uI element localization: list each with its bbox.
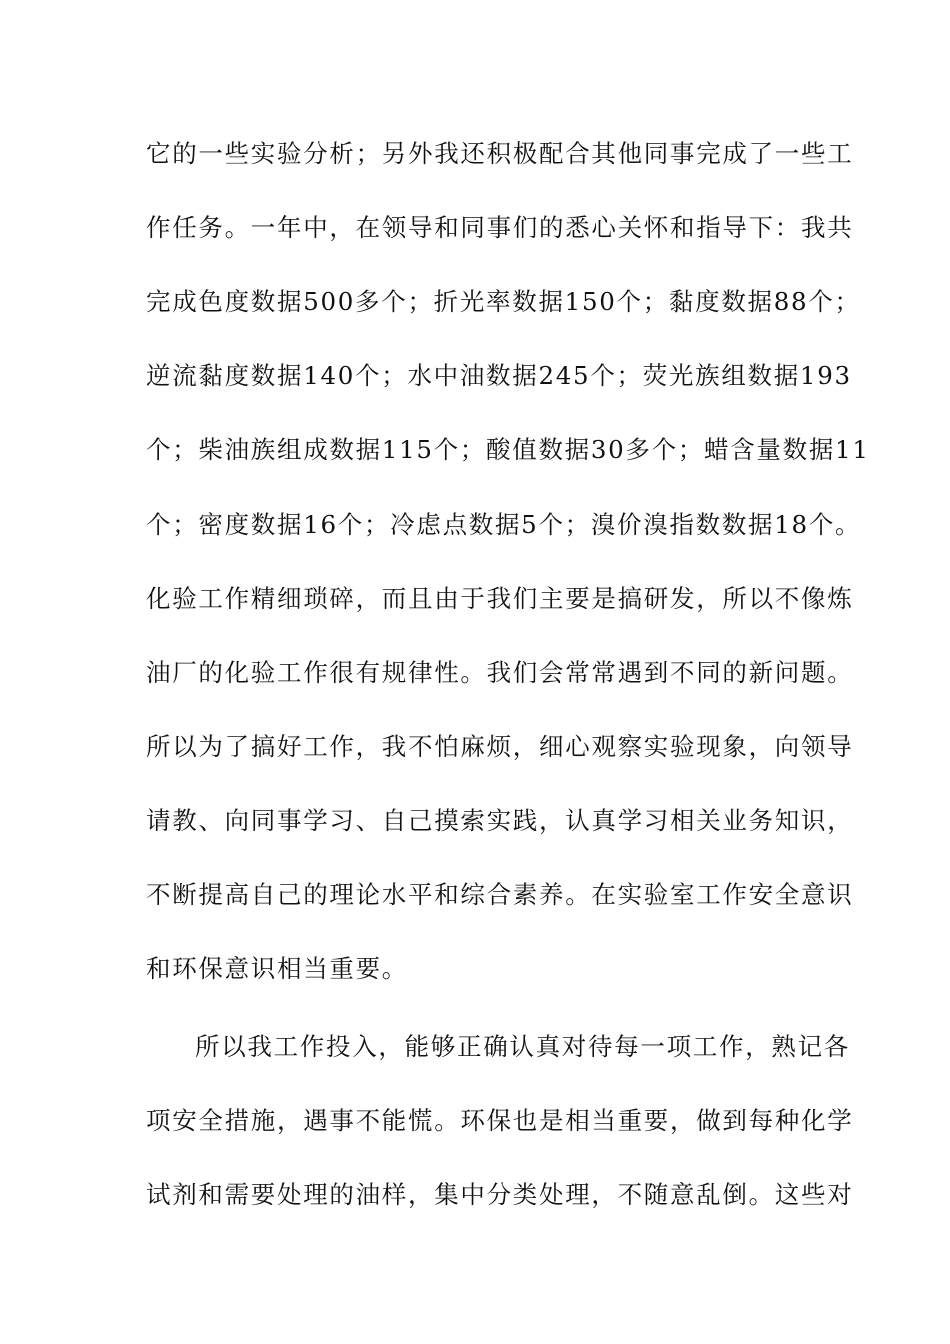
text-line: 和环保意识相当重要。: [146, 954, 408, 983]
text-line: 逆流黏度数据140个；水中油数据245个；荧光族组数据193: [146, 361, 852, 390]
text-line: 完成色度数据500多个；折光率数据150个；黏度数据88个；: [146, 287, 861, 316]
text-line: 所以我工作投入，能够正确认真对待每一项工作，熟记各: [195, 1032, 850, 1061]
text-line: 请教、向同事学习、自己摸索实践，认真学习相关业务知识，: [146, 806, 854, 835]
text-line: 化验工作精细琐碎，而且由于我们主要是搞研发，所以不像炼: [146, 584, 854, 613]
text-line: 所以为了搞好工作，我不怕麻烦，细心观察实验现象，向领导: [146, 732, 854, 761]
text-line: 试剂和需要处理的油样，集中分类处理，不随意乱倒。这些对: [146, 1180, 854, 1209]
text-line: 作任务。一年中，在领导和同事们的悉心关怀和指导下：我共: [146, 213, 854, 242]
text-line: 个；密度数据16个；冷虑点数据5个；溴价溴指数数据18个。: [146, 510, 862, 539]
text-line: 油厂的化验工作很有规律性。我们会常常遇到不同的新问题。: [146, 658, 854, 687]
text-line: 个；柴油族组成数据115个；酸值数据30多个；蜡含量数据11: [146, 435, 870, 464]
text-line: 项安全措施，遇事不能慌。环保也是相当重要，做到每种化学: [146, 1106, 854, 1135]
text-line: 不断提高自己的理论水平和综合素养。在实验室工作安全意识: [146, 880, 854, 909]
text-line: 它的一些实验分析；另外我还积极配合其他同事完成了一些工: [146, 139, 854, 168]
